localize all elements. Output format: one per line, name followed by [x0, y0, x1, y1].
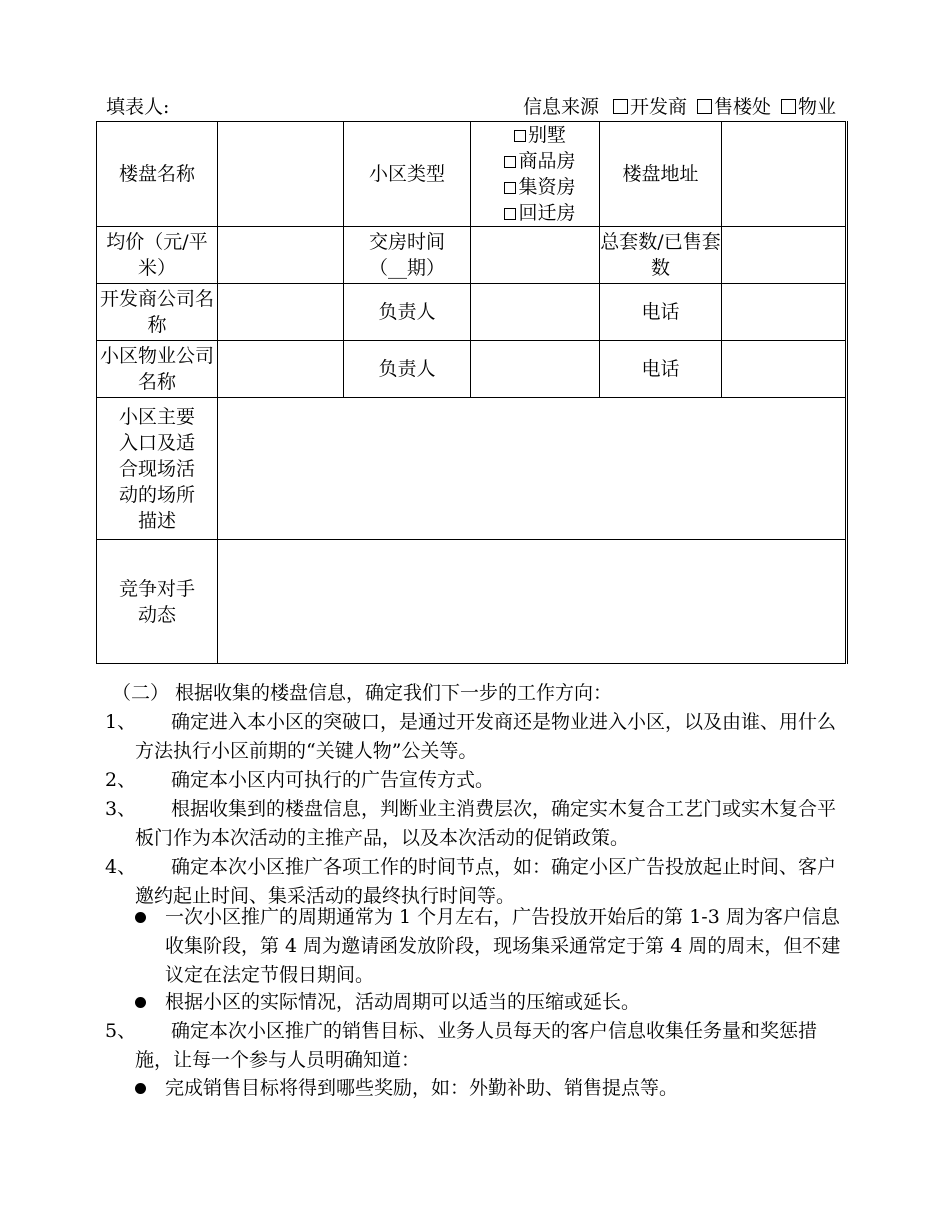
item-number: 4、	[105, 856, 137, 878]
delivery-time-title: 交房时间	[368, 231, 445, 253]
label-property-name: 楼盘名称	[97, 122, 218, 227]
delivery-phase: （__期）	[368, 257, 445, 279]
option-sales-office: 售楼处	[713, 96, 771, 118]
list-item	[105, 708, 850, 766]
item-text: 确定本次小区推广的销售目标、业务人员每天的客户信息收集任务量和奖惩措施，让每一个参与人员明确知道：	[135, 1020, 818, 1071]
field-developer-company[interactable]	[218, 284, 344, 341]
item-number: 1、	[105, 711, 137, 733]
option-villa[interactable]: 别墅	[481, 122, 599, 148]
table-row	[97, 398, 847, 540]
bullet-item	[135, 988, 845, 1017]
label-competitor-dynamics: 竞争对手动态	[97, 540, 218, 664]
checkbox-property[interactable]	[781, 99, 796, 114]
label-developer-phone: 电话	[600, 284, 722, 341]
bullet-item	[135, 903, 845, 990]
form-header	[106, 92, 836, 118]
filler-label: 填表人:	[106, 96, 170, 118]
field-developer-contact[interactable]	[471, 284, 600, 341]
list-item	[105, 1017, 850, 1075]
field-delivery-time[interactable]	[471, 227, 600, 284]
field-property-management-company[interactable]	[218, 341, 344, 398]
bullet-icon	[135, 912, 146, 923]
option-resettlement-housing[interactable]: 回迁房	[481, 200, 599, 226]
field-property-address[interactable]	[722, 122, 847, 227]
label-average-price: 均价（元/平米）	[97, 227, 218, 284]
field-average-price[interactable]	[218, 227, 344, 284]
checkbox-resettlement-housing[interactable]	[504, 208, 516, 220]
checkbox-sales-office[interactable]	[697, 99, 712, 114]
section-heading: （二） 根据收集的楼盘信息，确定我们下一步的工作方向：	[112, 682, 613, 704]
field-property-phone[interactable]	[722, 341, 847, 398]
info-source	[523, 92, 836, 119]
checkbox-collective-housing[interactable]	[504, 182, 516, 194]
label-developer-company: 开发商公司名称	[97, 284, 218, 341]
label-property-contact: 负责人	[344, 341, 471, 398]
property-info-table	[96, 121, 848, 664]
item-text: 确定本次小区推广各项工作的时间节点，如：确定小区广告投放起止时间、客户邀约起止时间、集采活动的最终执行时间等。	[135, 856, 837, 907]
field-property-contact[interactable]	[471, 341, 600, 398]
item-text: 根据收集到的楼盘信息，判断业主消费层次，确定实木复合工艺门或实木复合平板门作为本次活动的主推产品，以及本次活动的促销政策。	[135, 798, 837, 849]
table-row	[97, 341, 847, 398]
label-property-phone: 电话	[600, 341, 722, 398]
list-item	[105, 766, 850, 795]
field-units-sold[interactable]	[722, 227, 847, 284]
label-entrance-description: 小区主要入口及适合现场活动的场所描述	[97, 398, 218, 540]
field-property-name[interactable]	[218, 122, 344, 227]
bullet-item	[135, 1074, 845, 1103]
community-type-options	[471, 122, 600, 227]
field-entrance-description[interactable]	[218, 398, 847, 540]
label-community-type: 小区类型	[344, 122, 471, 227]
field-competitor-dynamics[interactable]	[218, 540, 847, 664]
item-number: 2、	[105, 769, 137, 791]
option-property: 物业	[797, 96, 836, 118]
checkbox-developer[interactable]	[613, 99, 628, 114]
table-row	[97, 122, 847, 227]
table-row	[97, 284, 847, 341]
option-commercial-housing[interactable]: 商品房	[481, 148, 599, 174]
label-developer-contact: 负责人	[344, 284, 471, 341]
label-delivery-time	[344, 227, 471, 284]
item-number: 3、	[105, 798, 137, 820]
bullet-text: 一次小区推广的周期通常为 1 个月左右，广告投放开始后的第 1-3 周为客户信息收集阶段，第 4 周为邀请函发放阶段，现场集采通常定于第 4 周的周末，但不建议定在法定节假日期间。	[165, 906, 841, 986]
item-text: 确定本小区内可执行的广告宣传方式。	[171, 769, 495, 791]
table-row	[97, 540, 847, 664]
field-developer-phone[interactable]	[722, 284, 847, 341]
checkbox-commercial-housing[interactable]	[504, 156, 516, 168]
label-property-address: 楼盘地址	[600, 122, 722, 227]
item-text: 确定进入本小区的突破口，是通过开发商还是物业进入小区，以及由谁、用什么方法执行小区前期的“关键人物”公关等。	[135, 711, 837, 762]
bullet-icon	[135, 997, 146, 1008]
bullet-text: 根据小区的实际情况，活动周期可以适当的压缩或延长。	[165, 991, 641, 1013]
option-collective-housing[interactable]: 集资房	[481, 174, 599, 200]
list-item	[105, 795, 850, 853]
bullet-icon	[135, 1083, 146, 1094]
bullet-text: 完成销售目标将得到哪些奖励，如：外勤补助、销售提点等。	[165, 1077, 679, 1099]
item-number: 5、	[105, 1020, 137, 1042]
option-developer: 开发商	[629, 96, 687, 118]
label-units-sold: 总套数/已售套数	[600, 227, 722, 284]
label-property-management-company: 小区物业公司名称	[97, 341, 218, 398]
info-source-label: 信息来源	[522, 96, 599, 118]
checkbox-villa[interactable]	[514, 130, 526, 142]
table-row	[97, 227, 847, 284]
